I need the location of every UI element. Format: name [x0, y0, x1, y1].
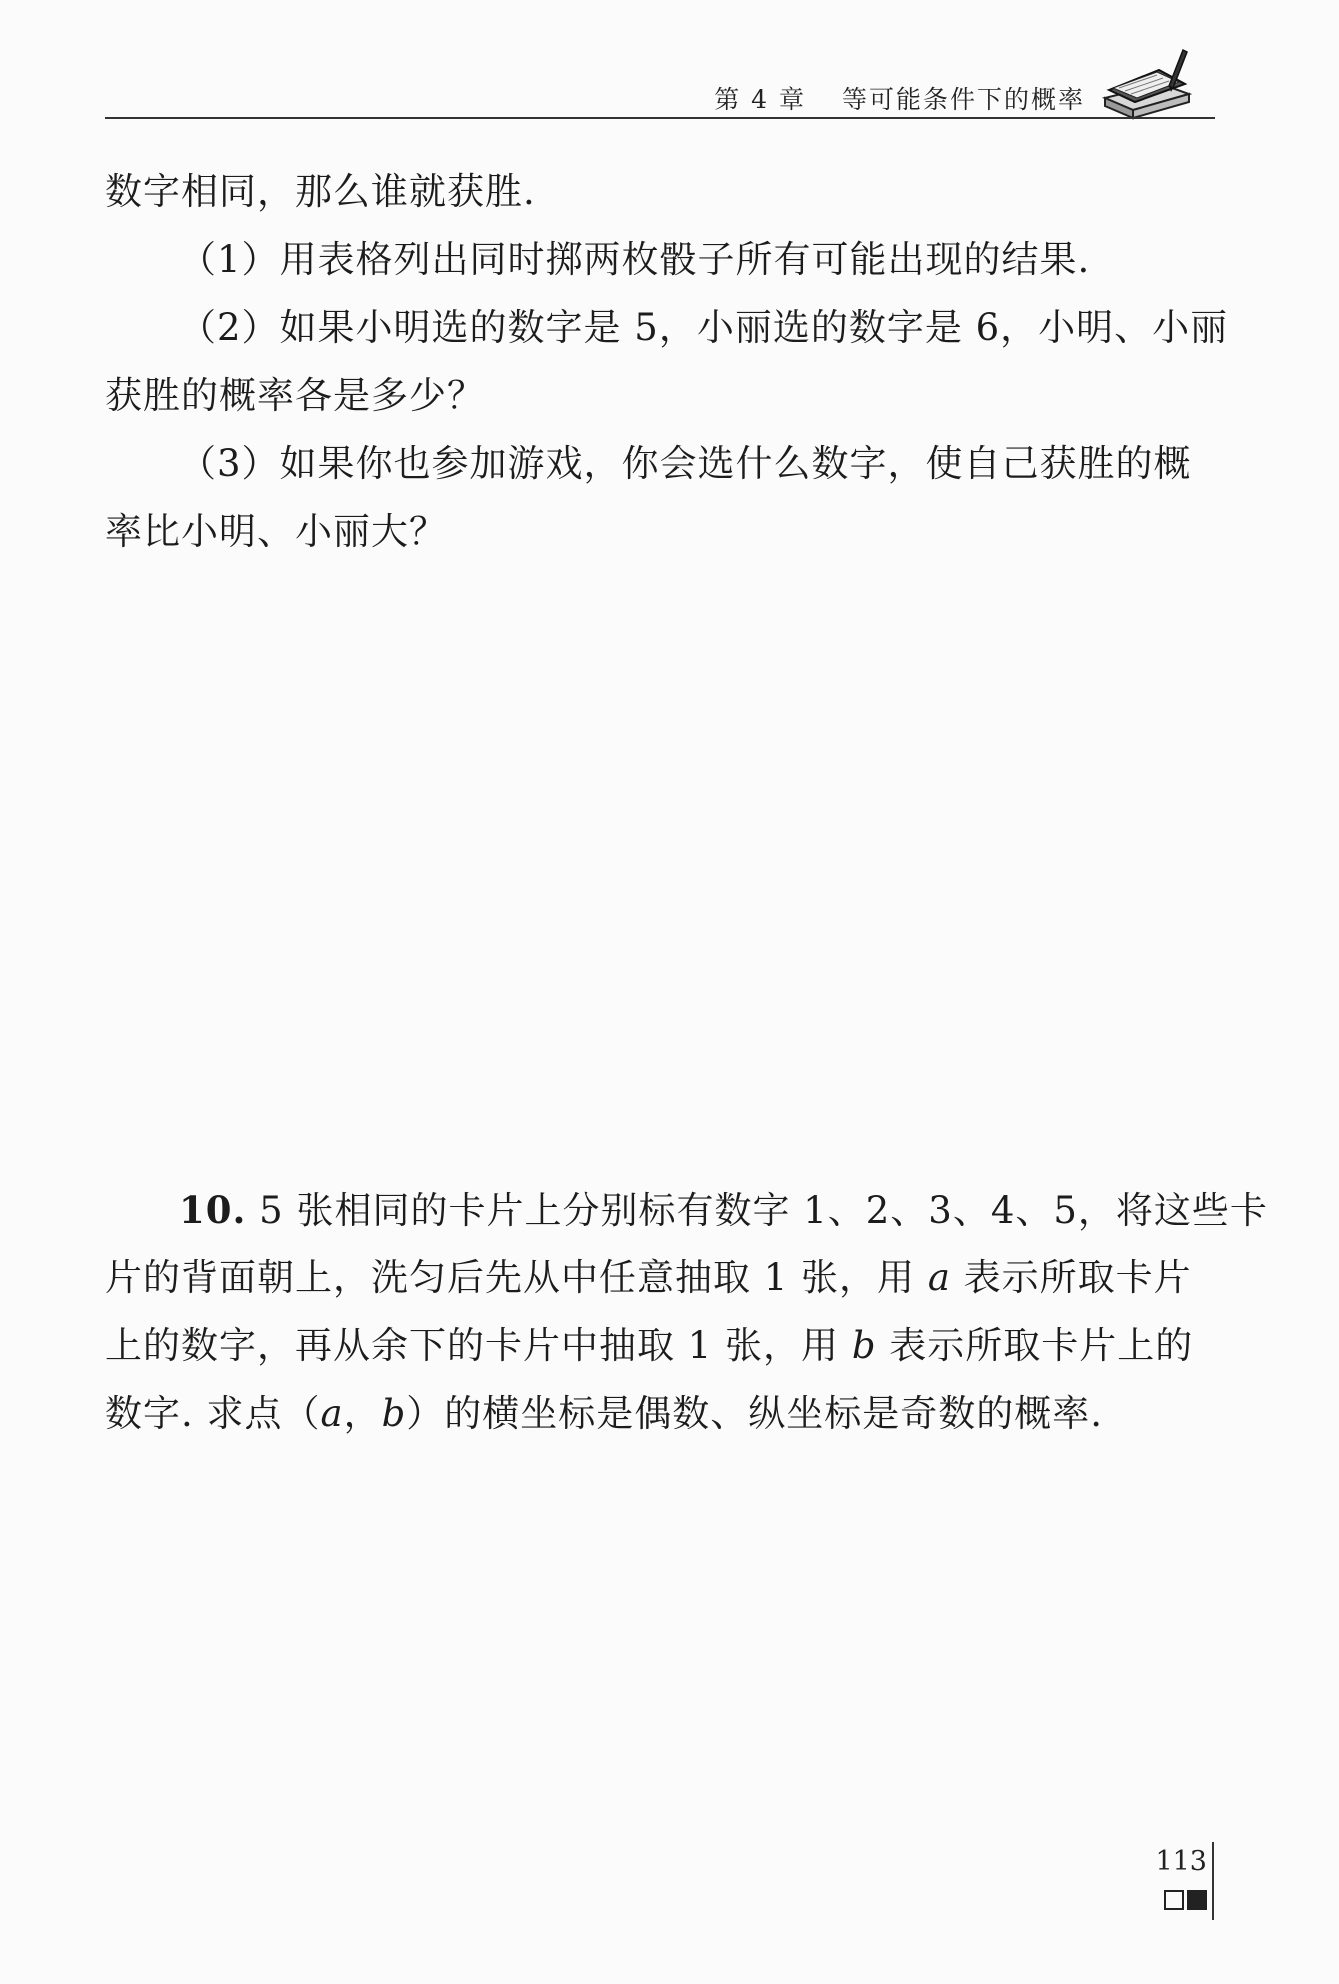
point-variable-b: b — [381, 1392, 407, 1435]
header-rule — [105, 117, 1215, 119]
sub-question-3-line-2: 率比小明、小丽大？ — [105, 510, 447, 553]
footer-rule — [1212, 1842, 1214, 1920]
question-10-text-3a: 上的数字，再从余下的卡片中抽取 1 张，用 — [105, 1324, 852, 1367]
question-10-text-1: 5 张相同的卡片上分别标有数字 1、2、3、4、5，将这些卡 — [259, 1189, 1268, 1232]
point-variable-a: a — [320, 1392, 344, 1435]
question-number: 10. — [179, 1188, 247, 1232]
question-10-line-3 — [105, 1312, 1215, 1380]
sub-question-3-line-1: （3）如果你也参加游戏，你会选什么数字，使自己获胜的概 — [179, 442, 1192, 485]
chapter-label: 第 4 章 — [714, 85, 807, 114]
sub-question-1: （1）用表格列出同时掷两枚骰子所有可能出现的结果. — [179, 238, 1091, 281]
footer-marks — [1164, 1890, 1207, 1910]
continuation-line: 数字相同，那么谁就获胜. — [105, 170, 536, 213]
question-10-text-4c: ）的横坐标是偶数、纵坐标是奇数的概率. — [406, 1392, 1104, 1435]
question-10-line-4 — [105, 1380, 1215, 1448]
question-10-comma: ， — [343, 1392, 382, 1435]
question-10-text-3b: 表示所取卡片上的 — [876, 1324, 1194, 1367]
chapter-title: 等可能条件下的概率 — [841, 85, 1085, 114]
variable-a: a — [927, 1256, 951, 1299]
empty-square-icon — [1164, 1890, 1184, 1910]
question-10-line-1 — [105, 1176, 1289, 1245]
sub-question-2-line-2: 获胜的概率各是多少？ — [105, 374, 485, 417]
question-10-text-4a: 数字. 求点（ — [105, 1392, 321, 1435]
sub-question-2-line-1: （2）如果小明选的数字是 5，小丽选的数字是 6，小明、小丽 — [179, 306, 1229, 349]
question-10-text-2a: 片的背面朝上，洗匀后先从中任意抽取 1 张，用 — [105, 1256, 928, 1299]
filled-square-icon — [1187, 1890, 1207, 1910]
book-pen-icon — [1099, 40, 1195, 122]
page-number: 113 — [1155, 1846, 1207, 1877]
variable-b: b — [851, 1324, 877, 1367]
running-head — [714, 80, 1085, 116]
page-header — [105, 40, 1215, 120]
question-10-line-2 — [105, 1244, 1215, 1312]
question-10-text-2b: 表示所取卡片 — [950, 1256, 1192, 1299]
